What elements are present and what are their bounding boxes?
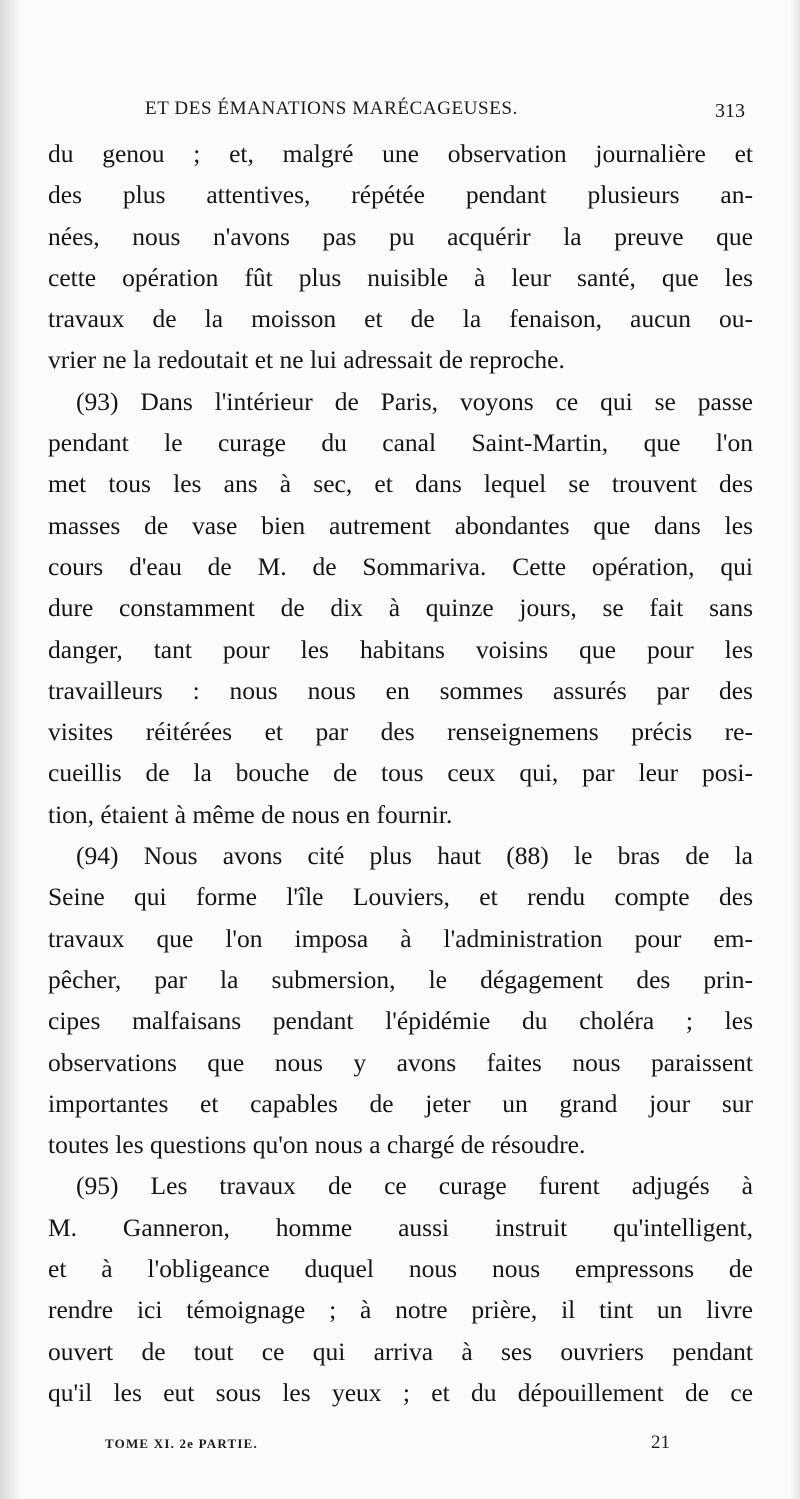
volume-signature: TOME XI. 2e PARTIE. [105, 1436, 258, 1451]
paragraph-93-first-line: (93) Dans l'intérieur de Paris, voyons ce qui se passe [76, 386, 753, 416]
text-line: qu'il les eut sous les yeux ; et du dépouillement de ce [48, 1377, 753, 1407]
page-edge-shadow-right [790, 0, 800, 1499]
text-line: vrier ne la redoutait et ne lui adressait de reproche. [48, 345, 565, 375]
text-line: cipes malfaisans pendant l'épidémie du choléra ; les [48, 1006, 753, 1036]
text-line: danger, tant pour les habitans voisins que pour les [48, 634, 753, 664]
paragraph-94-first-line: (94) Nous avons cité plus haut (88) le bras de la [76, 841, 753, 871]
text-line: cette opération fût plus nuisible à leur santé, que les [48, 262, 753, 292]
text-line: visites réitérées et par des renseignemens précis re- [48, 717, 753, 747]
text-line: pendant le curage du canal Saint-Martin, que l'on [48, 428, 753, 458]
text-line: travaux de la moisson et de la fenaison, aucun ou- [48, 304, 753, 334]
text-line: des plus attentives, répétée pendant plusieurs an- [48, 180, 753, 210]
text-line: importantes et capables de jeter un grand jour sur [48, 1088, 753, 1118]
text-line: Seine qui forme l'île Louviers, et rendu compte des [48, 882, 753, 912]
running-title: ET DES ÉMANATIONS MARÉCAGEUSES. [145, 98, 518, 119]
text-line: toutes les questions qu'on nous a chargé de résoudre. [48, 1130, 586, 1160]
text-line: ouvert de tout ce qui arriva à ses ouvriers pendant [48, 1336, 753, 1366]
page-number: 313 [715, 100, 745, 122]
page-footer [105, 1432, 670, 1458]
signature-mark: 21 [651, 1432, 670, 1453]
text-line: cours d'eau de M. de Sommariva. Cette opération, qui [48, 551, 753, 581]
text-line: travaux que l'on imposa à l'administration pour em- [48, 923, 753, 953]
page-edge-shadow-left [0, 0, 22, 1499]
text-line: masses de vase bien autrement abondantes que dans les [48, 510, 753, 540]
text-line: du genou ; et, malgré une observation journalière et [48, 139, 753, 168]
text-line: rendre ici témoignage ; à notre prière, il tint un livre [48, 1295, 753, 1325]
text-line: dure constamment de dix à quinze jours, se fait sans [48, 593, 753, 623]
running-head [145, 98, 745, 128]
text-line: tion, étaient à même de nous en fournir. [48, 799, 453, 829]
body-text [48, 133, 753, 1413]
text-line: cueillis de la bouche de tous ceux qui, par leur posi- [48, 758, 753, 788]
text-line: nées, nous n'avons pas pu acquérir la preuve que [48, 221, 753, 251]
text-line: travailleurs : nous nous en sommes assurés par des [48, 675, 753, 705]
paragraph-95-first-line: (95) Les travaux de ce curage furent adjugés à [76, 1171, 753, 1201]
text-line: pêcher, par la submersion, le dégagement des prin- [48, 964, 753, 994]
text-line: M. Ganneron, homme aussi instruit qu'intelligent, [48, 1212, 753, 1242]
text-line: et à l'obligeance duquel nous nous empressons de [48, 1254, 753, 1284]
text-line: met tous les ans à sec, et dans lequel se trouvent des [48, 469, 753, 499]
text-line: observations que nous y avons faites nous paraissent [48, 1047, 753, 1077]
